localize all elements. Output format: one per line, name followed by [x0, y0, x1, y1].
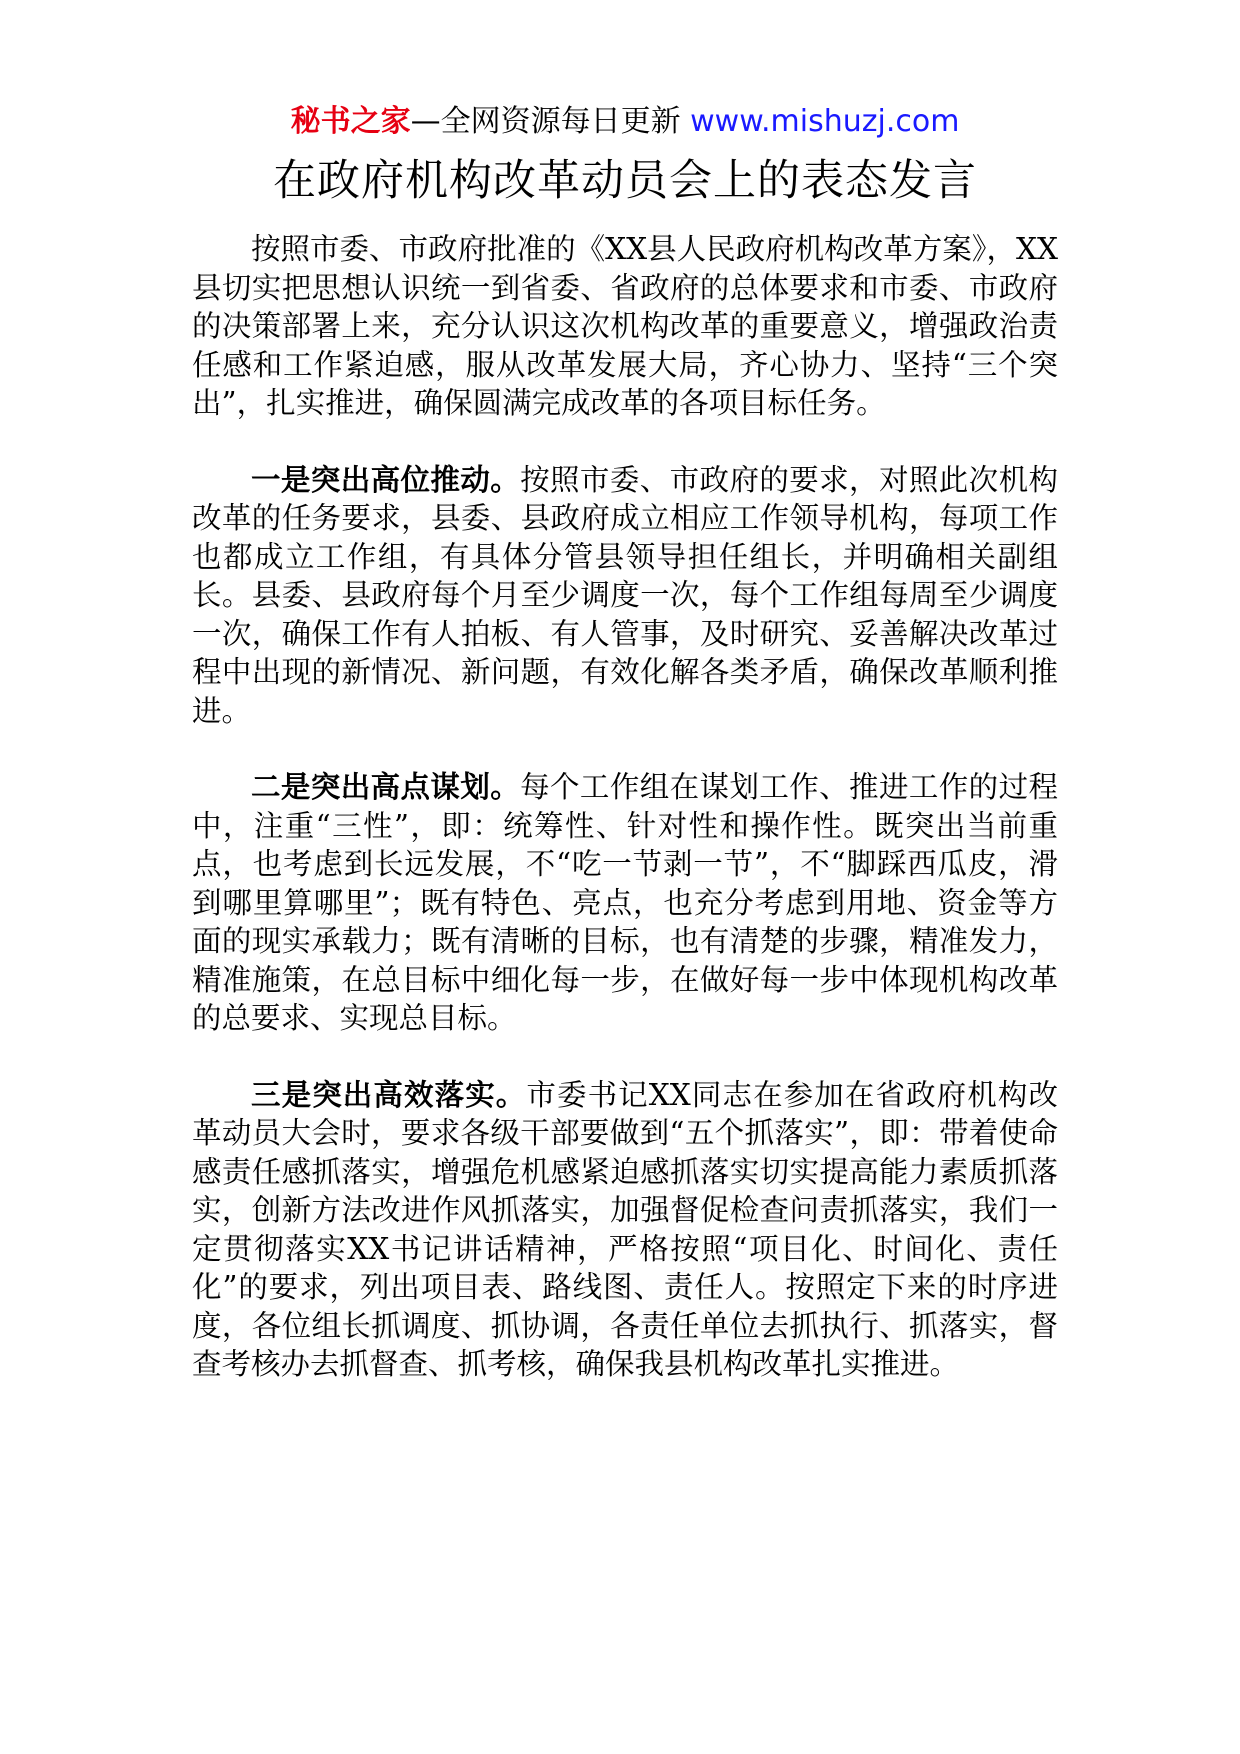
site-brand: 秘书之家 [290, 104, 411, 139]
site-url: www.mishuzj.com [690, 104, 960, 139]
paragraph-point-2 [192, 768, 1058, 1038]
site-header [192, 100, 1058, 144]
paragraph-point-3 [192, 1076, 1058, 1384]
site-tagline: —全网资源每日更新 [410, 104, 691, 139]
paragraph-text: 按照市委、市政府的要求，对照此次机构改革的任务要求，县委、县政府成立相应工作领导机构，每项工作也都成立工作组，有具体分管县领导担任组长，并明确相关副组长。县委、县政府每个月至少调度一次，每个工作组每周至少调度一次，确保工作有人拍板、有人管事，及时研究、妥善解决改革过程中出现的新情况、新问题，有效化解各类矛盾，确保改革顺利推进。 [192, 462, 1058, 728]
paragraph-text: 市委书记XX同志在参加在省政府机构改革动员大会时，要求各级干部要做到“五个抓落实”，即：带着使命感责任感抓落实，增强危机感紧迫感抓落实切实提高能力素质抓落实，创新方法改进作风抓落实，加强督促检查问责抓落实，我们一定贯彻落实XX书记讲话精神，严格按照“项目化、时间化、责任化”的要求，列出项目表、路线图、责任人。按照定下来的时序进度，各位组长抓调度、抓协调，各责任单位去抓执行、抓落实，督查考核办去抓督查、抓考核，确保我县机构改革扎实推进。 [192, 1077, 1058, 1381]
document-page [192, 100, 1058, 1422]
paragraph-intro [192, 230, 1058, 423]
document-body [192, 230, 1058, 1384]
paragraph-lead: 三是突出高效落实。 [251, 1076, 527, 1112]
paragraph-point-1 [192, 461, 1058, 731]
paragraph-text: 每个工作组在谋划工作、推进工作的过程中，注重“三性”，即：统筹性、针对性和操作性。既突出当前重点，也考虑到长远发展，不“吃一节剥一节”，不“脚踩西瓜皮，滑到哪里算哪里”；既有特色、亮点，也充分考虑到用地、资金等方面的现实承载力；既有清晰的目标，也有清楚的步骤，精准发力，精准施策，在总目标中细化每一步，在做好每一步中体现机构改革的总要求、实现总目标。 [192, 770, 1058, 1035]
paragraph-lead: 二是突出高点谋划。 [251, 769, 521, 804]
document-title: 在政府机构改革动员会上的表态发言 [273, 156, 977, 206]
paragraph-lead: 一是突出高位推动。 [251, 461, 521, 497]
paragraph-text: 按照市委、市政府批准的《XX县人民政府机构改革方案》，XX县切实把思想认识统一到省委、省政府的总体要求和市委、市政府的决策部署上来，充分认识这次机构改革的重要意义，增强政治责任感和工作紧迫感，服从改革发展大局，齐心协力、坚持“三个突出”，扎实推进，确保圆满完成改革的各项目标任务。 [192, 232, 1058, 420]
